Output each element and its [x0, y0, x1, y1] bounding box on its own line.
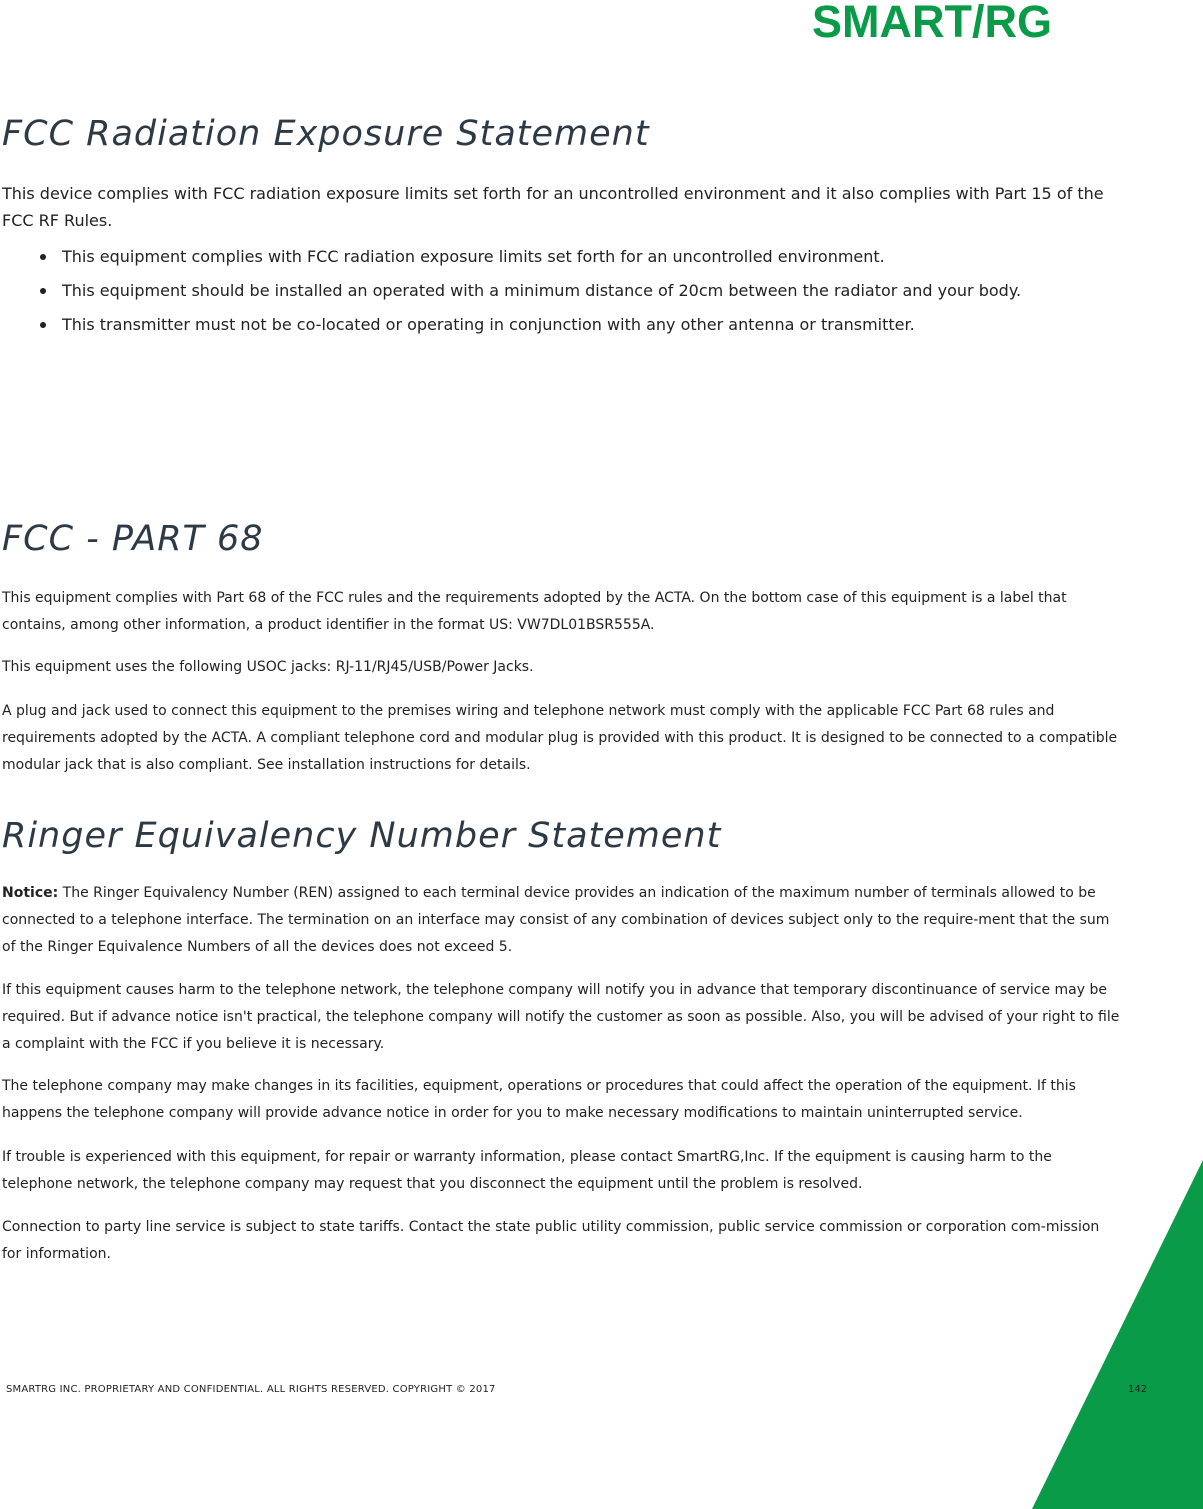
part68-paragraph-2: This equipment uses the following USOC jacks: RJ-11/RJ45/USB/Power Jacks. — [2, 659, 534, 675]
part68-paragraph-3: A plug and jack used to connect this equipment to the premises wiring and telephone network must comply with the applicable FCC Part 68 rules and requirements adopted by the ACTA. A compliant telephone cord and modular plug is provided with this product. It is designed to be connected to a compatible modular jack that is also compliant. See installation instructions for details. — [2, 703, 1118, 773]
list-item: This transmitter must not be co-located or operating in conjunction with any other antenna or transmitter. — [0, 310, 1021, 344]
bullet-icon — [40, 322, 46, 328]
radiation-title: FCC Radiation Exposure Statement — [2, 114, 650, 154]
list-item: This equipment should be installed an operated with a minimum distance of 20cm between the radiator and your body. — [0, 276, 1021, 310]
smartrg-logo: SMART/RG — [812, 0, 1052, 47]
ringer-paragraph-2: If this equipment causes harm to the telephone network, the telephone company will notify you in advance that temporary discontinuance of service may be required. But if advance notice isn't practical, the telephone company will notify the customer as soon as possible. Also, you will be advised of your right to file a complaint with the FCC if you believe it is necessary. — [2, 982, 1120, 1052]
part68-title: FCC - PART 68 — [2, 519, 264, 559]
bullet-icon — [40, 254, 46, 260]
notice-text: The Ringer Equivalency Number (REN) assigned to each terminal device provides an indication of the maximum number of terminals allowed to be connected to a telephone interface. The termination on an interface may consist of any combination of devices subject only to the require-ment that the sum of the Ringer Equivalence Numbers of all the devices does not exceed 5. — [2, 885, 1110, 955]
ringer-paragraph-3: The telephone company may make changes in its facilities, equipment, operations or procedures that could affect the operation of the equipment. If this happens the telephone company will provide advance notice in order for you to make necessary modifications to maintain uninterrupted service. — [2, 1078, 1076, 1121]
list-item: This equipment complies with FCC radiation exposure limits set forth for an uncontrolled environment. — [0, 242, 1021, 276]
page-number: 142 — [1128, 1384, 1148, 1395]
ringer-title: Ringer Equivalency Number Statement — [2, 816, 722, 856]
ringer-notice-paragraph — [2, 880, 1122, 961]
footer-copyright: SMARTRG INC. PROPRIETARY AND CONFIDENTIAL. ALL RIGHTS RESERVED. COPYRIGHT © 2017 — [6, 1384, 496, 1395]
ringer-paragraph-5: Connection to party line service is subject to state tariffs. Contact the state public utility commission, public service commission or corporation com-mission for information. — [2, 1219, 1100, 1262]
ringer-paragraph-4: If trouble is experienced with this equipment, for repair or warranty information, please contact SmartRG,Inc. If the equipment is causing harm to the telephone network, the telephone company may request that you disconnect the equipment until the problem is resolved. — [2, 1149, 1052, 1192]
part68-paragraph-1: This equipment complies with Part 68 of the FCC rules and the requirements adopted by the ACTA. On the bottom case of this equipment is a label that contains, among other information, a product identifier in the format US: VW7DL01BSR555A. — [2, 590, 1067, 633]
notice-label: Notice: — [2, 885, 59, 901]
radiation-bullet-list — [0, 242, 1021, 344]
bullet-icon — [40, 288, 46, 294]
radiation-intro: This device complies with FCC radiation exposure limits set forth for an uncontrolled environment and it also complies with Part 15 of the FCC RF Rules. — [2, 184, 1104, 230]
